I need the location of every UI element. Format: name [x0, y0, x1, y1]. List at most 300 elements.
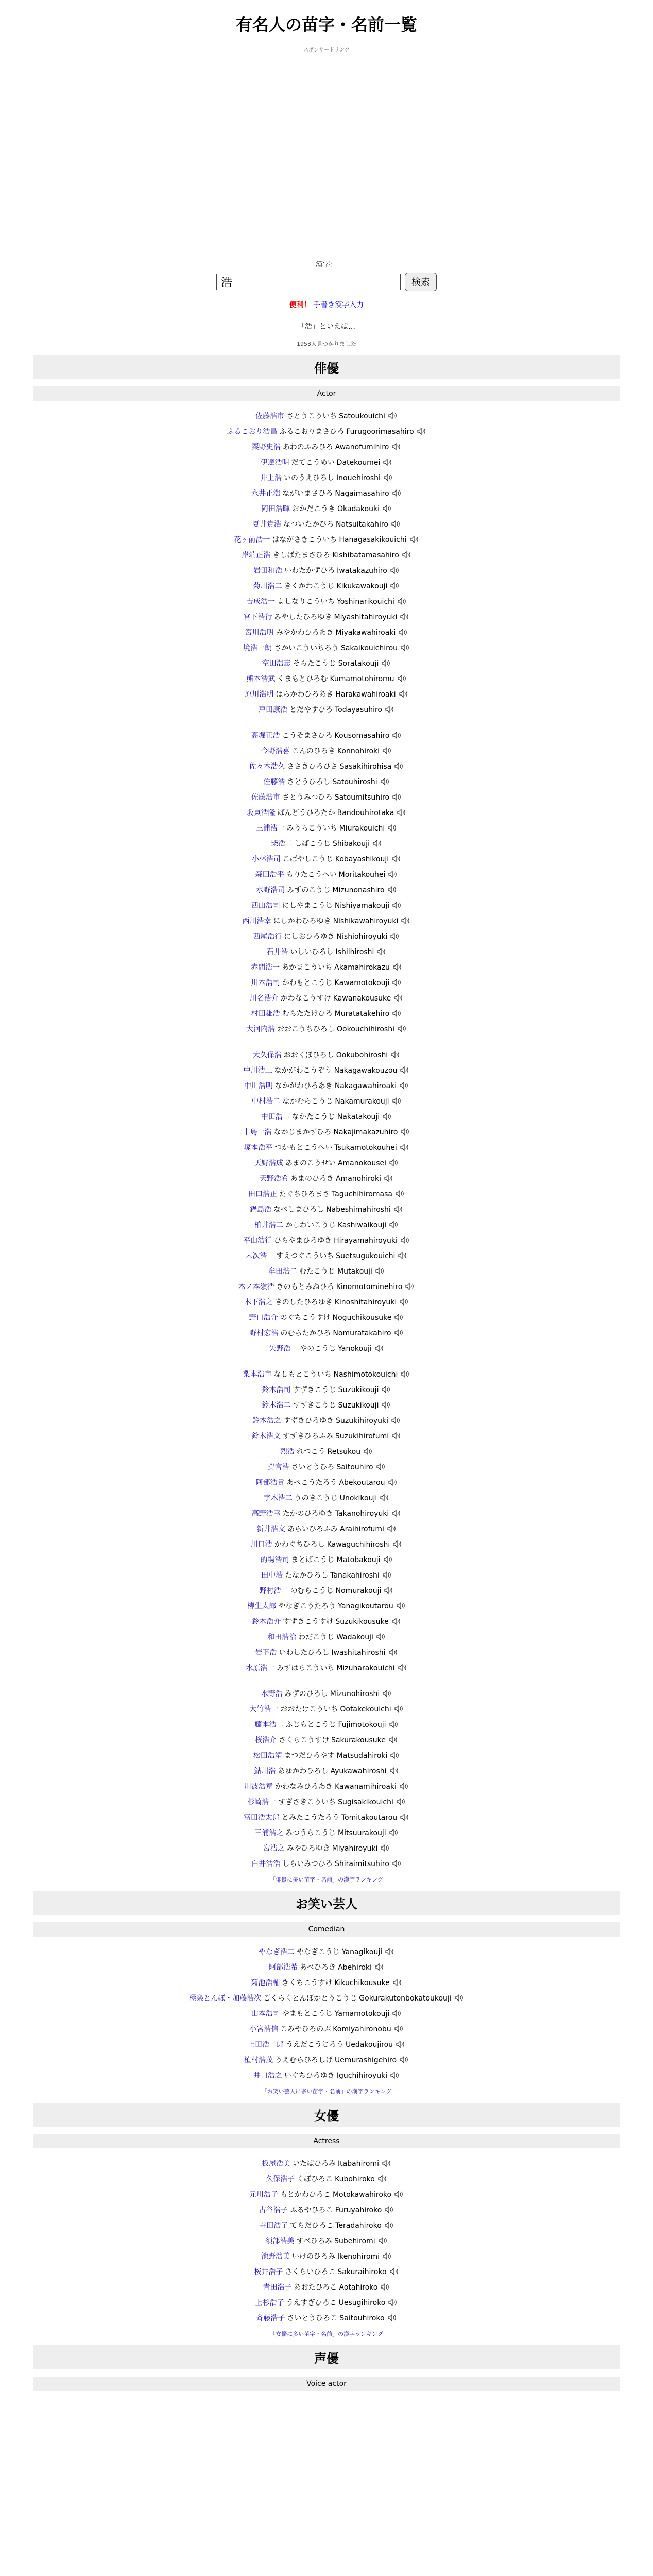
- speaker-icon[interactable]: [384, 1554, 393, 1568]
- speaker-icon[interactable]: [401, 642, 410, 656]
- person-name-link[interactable]: 池野浩美: [261, 2252, 290, 2261]
- person-name-link[interactable]: 粟野史浩: [251, 443, 281, 451]
- speaker-icon[interactable]: [392, 2008, 402, 2022]
- speaker-icon[interactable]: [392, 1008, 402, 1022]
- person-romaji: Yanokouji: [338, 1345, 372, 1353]
- person-name-link[interactable]: 野口浩介: [249, 1314, 278, 1322]
- speaker-icon[interactable]: [397, 807, 406, 821]
- person-reading: なかむらこうじ: [282, 1097, 333, 1106]
- person-name-link[interactable]: 宮下浩行: [243, 613, 272, 621]
- person-name-link[interactable]: 石井浩: [266, 948, 288, 956]
- speaker-icon[interactable]: [385, 2204, 394, 2218]
- person-name-link[interactable]: 三浦浩之: [254, 1829, 284, 1837]
- person-name-link[interactable]: 的場浩司: [260, 1556, 289, 1564]
- person-name-link[interactable]: 佐藤浩市: [251, 793, 280, 802]
- speaker-icon[interactable]: [392, 1430, 401, 1445]
- person-name-link[interactable]: 新井浩文: [256, 1525, 286, 1533]
- person-romaji: Amanokousei: [337, 1159, 387, 1167]
- kanji-search-input[interactable]: [216, 274, 401, 290]
- person-name-link[interactable]: 桜浩介: [255, 1736, 277, 1744]
- speaker-icon[interactable]: [389, 1719, 399, 1733]
- person-reading: なしもとこういち: [273, 1370, 332, 1379]
- person-name-link[interactable]: 鈴木浩之: [252, 1417, 281, 1425]
- handwriting-input-link[interactable]: 手書き漢字入力: [313, 301, 364, 309]
- person-name-link[interactable]: 中川浩三: [243, 1066, 272, 1075]
- speaker-icon[interactable]: [392, 1095, 402, 1110]
- person-name-link[interactable]: 高堀正浩: [251, 732, 280, 740]
- person-name-link[interactable]: 齋官浩: [267, 1463, 289, 1471]
- speaker-icon[interactable]: [393, 1977, 402, 1991]
- person-name-link[interactable]: 佐藤浩: [263, 778, 285, 786]
- person-name-link[interactable]: 宮川浩明: [245, 629, 274, 637]
- person-name-link[interactable]: 矢野浩二: [269, 1345, 298, 1353]
- speaker-icon[interactable]: [398, 673, 407, 687]
- ranking-link[interactable]: 「女優に多い苗字・名前」の漢字ランキング: [270, 2331, 383, 2337]
- person-reading: なついたかひろ: [283, 520, 334, 529]
- person-name-link[interactable]: 元川浩子: [249, 2191, 278, 2199]
- speaker-icon[interactable]: [383, 2250, 392, 2265]
- person-name-link[interactable]: 菊川浩二: [253, 582, 282, 590]
- person-entry: [0, 440, 653, 455]
- speaker-icon[interactable]: [410, 534, 419, 548]
- person-name-link[interactable]: 水野浩司: [256, 886, 285, 894]
- person-entry: [0, 486, 653, 502]
- speaker-icon[interactable]: [387, 1523, 397, 1537]
- person-name-link[interactable]: 菊池浩輔: [251, 1979, 280, 1987]
- person-romaji: Harakawahiroaki: [335, 690, 396, 699]
- speaker-icon[interactable]: [394, 1703, 404, 1718]
- person-entry: [0, 1945, 653, 1960]
- person-name-link[interactable]: 柴浩二: [271, 840, 293, 848]
- person-name-link[interactable]: 梨本浩市: [243, 1370, 272, 1379]
- person-name-link[interactable]: 末次浩一: [245, 1252, 274, 1260]
- person-entry: [0, 1506, 653, 1522]
- speaker-icon[interactable]: [388, 2297, 398, 2311]
- person-entry: [0, 2172, 653, 2188]
- speaker-icon[interactable]: [400, 2054, 409, 2069]
- person-name-link[interactable]: 鈴木浩文: [251, 1432, 281, 1440]
- person-name-link[interactable]: 川本浩司: [251, 979, 280, 987]
- person-romaji: Kashiwaikouji: [337, 1221, 387, 1229]
- speaker-icon[interactable]: [384, 1585, 393, 1599]
- speaker-icon[interactable]: [373, 838, 382, 852]
- person-name-link[interactable]: 大久保浩: [252, 1051, 282, 1059]
- person-name-link[interactable]: 岸端正浩: [242, 551, 271, 560]
- speaker-icon[interactable]: [392, 900, 402, 914]
- person-name-link[interactable]: 村田雄浩: [251, 1010, 280, 1018]
- speaker-icon[interactable]: [401, 915, 410, 929]
- person-name-link[interactable]: 杉崎浩一: [247, 1798, 277, 1806]
- person-romaji: Takanohiroyuki: [335, 1510, 389, 1518]
- group-spacer: [0, 1357, 653, 1367]
- person-name-link[interactable]: 高野浩幸: [251, 1510, 281, 1518]
- person-romaji: Amanohiroki: [335, 1175, 381, 1183]
- person-name-link[interactable]: 熊本浩武: [246, 675, 276, 683]
- speaker-icon[interactable]: [385, 1946, 394, 1960]
- person-name-link[interactable]: 平山浩行: [243, 1236, 272, 1245]
- person-entry: [0, 1991, 653, 2007]
- speaker-icon[interactable]: [389, 1734, 398, 1749]
- person-name-link[interactable]: 柳生太郎: [247, 1602, 277, 1611]
- speaker-icon[interactable]: [376, 1461, 386, 1476]
- person-name-link[interactable]: 古谷浩子: [259, 2206, 288, 2214]
- speaker-icon[interactable]: [388, 869, 398, 883]
- person-entry: [0, 1079, 653, 1094]
- person-name-link[interactable]: 植村浩茂: [244, 2056, 273, 2064]
- speaker-icon[interactable]: [394, 2023, 404, 2038]
- person-entry: [0, 1063, 653, 1079]
- speaker-icon[interactable]: [392, 791, 402, 806]
- speaker-icon[interactable]: [382, 1384, 391, 1398]
- person-name-link[interactable]: 田中浩: [261, 1571, 283, 1580]
- person-name-link[interactable]: 戸田康浩: [258, 706, 287, 714]
- speaker-icon[interactable]: [392, 730, 402, 744]
- person-romaji: Uedakoujirou: [345, 2041, 393, 2049]
- speaker-icon[interactable]: [375, 1265, 385, 1280]
- speaker-icon[interactable]: [391, 518, 401, 533]
- speaker-icon[interactable]: [394, 1327, 404, 1342]
- person-romaji: Fujimotokouji: [338, 1721, 386, 1729]
- speaker-icon[interactable]: [383, 745, 392, 759]
- person-romaji: Ookubohiroshi: [336, 1051, 388, 1059]
- person-reading: いわたかずひろ: [284, 567, 335, 575]
- person-entry: [0, 656, 653, 672]
- person-entry: [0, 1445, 653, 1460]
- speaker-icon[interactable]: [377, 946, 386, 960]
- person-reading: すずきこうすけ: [283, 1618, 334, 1626]
- person-entry: [0, 1264, 653, 1280]
- speaker-icon[interactable]: [392, 441, 401, 455]
- person-romaji: Gokurakutonbokatoukouji: [359, 1994, 452, 2003]
- person-romaji: Iguchihiroyuki: [336, 2072, 388, 2080]
- person-name-link[interactable]: 山本浩司: [251, 2010, 280, 2018]
- person-name-link[interactable]: 中田浩二: [261, 1113, 290, 1121]
- person-romaji: Matobakouji: [336, 1556, 381, 1564]
- speaker-icon[interactable]: [397, 1796, 406, 1810]
- person-name-link[interactable]: 森田浩平: [255, 871, 284, 879]
- person-reading: すえつぐこういち: [276, 1252, 334, 1260]
- person-name-link[interactable]: 牟田浩二: [268, 1267, 298, 1276]
- person-name-link[interactable]: 宇木浩二: [263, 1494, 293, 1502]
- person-entry: [0, 2203, 653, 2218]
- person-name-link[interactable]: 岡田浩暉: [261, 505, 290, 513]
- person-name-link[interactable]: 花ヶ前浩一: [234, 536, 270, 544]
- speaker-icon[interactable]: [398, 1023, 407, 1038]
- person-name-link[interactable]: 岩田和浩: [253, 567, 283, 575]
- person-romaji: Natsuitakahiro: [336, 520, 388, 529]
- person-name-link[interactable]: 烈浩: [280, 1448, 295, 1456]
- person-entry: [0, 1141, 653, 1156]
- person-name-link[interactable]: 天野浩成: [254, 1159, 283, 1167]
- speaker-icon[interactable]: [381, 776, 390, 790]
- person-name-link[interactable]: 木ノ本嶺浩: [238, 1283, 274, 1291]
- person-entry: [0, 2249, 653, 2265]
- speaker-icon[interactable]: [394, 992, 403, 1007]
- speaker-icon[interactable]: [400, 611, 409, 625]
- speaker-icon[interactable]: [388, 822, 397, 837]
- speaker-icon[interactable]: [389, 1157, 399, 1172]
- person-name-link[interactable]: 柏井浩二: [254, 1221, 283, 1229]
- speaker-icon[interactable]: [389, 1827, 399, 1841]
- speaker-icon[interactable]: [375, 1961, 384, 1976]
- person-romaji: Iwatakazuhiro: [337, 567, 387, 575]
- person-name-link[interactable]: 塚本浩平: [244, 1144, 273, 1152]
- person-name-link[interactable]: 野村浩二: [259, 1587, 288, 1595]
- speaker-icon[interactable]: [394, 1312, 404, 1326]
- person-reading: あゆかわひろし: [278, 1767, 329, 1775]
- ranking-link[interactable]: 「俳優に多い苗字・名前」の漢字ランキング: [270, 1876, 383, 1883]
- person-name-link[interactable]: 須部浩美: [265, 2237, 295, 2245]
- people-list: [0, 2157, 653, 2327]
- speaker-icon[interactable]: [388, 1477, 398, 1491]
- person-name-link[interactable]: 田口浩正: [248, 1190, 278, 1198]
- speaker-icon[interactable]: [375, 1343, 384, 1357]
- person-reading: はらかわひろあき: [276, 690, 334, 699]
- speaker-icon[interactable]: [400, 1142, 409, 1156]
- person-name-link[interactable]: 坂東浩隆: [246, 809, 276, 817]
- speaker-icon[interactable]: [398, 1250, 407, 1264]
- person-name-link[interactable]: 藤本浩二: [254, 1721, 284, 1729]
- speaker-icon[interactable]: [382, 657, 391, 672]
- speaker-icon[interactable]: [396, 1188, 405, 1202]
- person-name-link[interactable]: 鍋島浩: [250, 1206, 272, 1214]
- person-name-link[interactable]: 水野浩: [261, 1690, 283, 1698]
- person-entry: [0, 1295, 653, 1311]
- person-entry: [0, 1491, 653, 1506]
- person-name-link[interactable]: 木下浩之: [244, 1298, 273, 1307]
- person-name-link[interactable]: 板屋浩美: [262, 2160, 291, 2168]
- speaker-icon[interactable]: [384, 472, 393, 486]
- person-name-link[interactable]: 野村宏浩: [249, 1329, 279, 1337]
- person-name-link[interactable]: 川波浩章: [244, 1783, 273, 1791]
- person-name-link[interactable]: 西尾浩行: [253, 933, 282, 941]
- person-name-link[interactable]: 小林浩司: [251, 855, 281, 863]
- person-name-link[interactable]: 永井正浩: [251, 489, 281, 498]
- person-name-link[interactable]: 青田浩子: [263, 2283, 292, 2292]
- speaker-icon[interactable]: [402, 549, 411, 564]
- speaker-icon[interactable]: [400, 1296, 409, 1311]
- person-name-link[interactable]: 天野浩希: [259, 1175, 288, 1183]
- speaker-icon[interactable]: [390, 1765, 399, 1780]
- person-reading: みずのひろし: [284, 1690, 328, 1698]
- speaker-icon[interactable]: [378, 2173, 387, 2188]
- person-name-link[interactable]: 白井浩浩: [251, 1860, 281, 1868]
- person-name-link[interactable]: 水原浩一: [246, 1664, 275, 1672]
- speaker-icon[interactable]: [390, 930, 400, 945]
- person-name-link[interactable]: 佐々木浩久: [249, 762, 285, 771]
- person-entry: [0, 991, 653, 1007]
- person-name-link[interactable]: 鮎川浩: [254, 1767, 276, 1775]
- speaker-icon[interactable]: [396, 2039, 405, 2053]
- person-name-link[interactable]: 夏井貴浩: [252, 520, 282, 529]
- person-romaji: Nishiyamakouji: [334, 902, 390, 910]
- person-name-link[interactable]: 上杉浩子: [255, 2299, 284, 2307]
- person-name-link[interactable]: 西川浩幸: [242, 917, 271, 925]
- person-name-link[interactable]: 上田浩二郎: [247, 2041, 284, 2049]
- person-name-link[interactable]: 吉成浩一: [246, 598, 276, 606]
- speaker-icon[interactable]: [399, 626, 408, 641]
- person-name-link[interactable]: 久保浩子: [266, 2175, 295, 2183]
- person-name-link[interactable]: 赤間浩一: [251, 963, 280, 972]
- person-name-link[interactable]: 冨田浩太郎: [243, 1814, 280, 1822]
- person-reading: にしやまこうじ: [282, 902, 333, 910]
- person-entry: [0, 517, 653, 533]
- person-name-link[interactable]: 寺田浩子: [259, 2222, 288, 2230]
- person-name-link[interactable]: 境浩一朗: [243, 644, 272, 652]
- person-romaji: Ookouchihiroshi: [337, 1025, 394, 1033]
- speaker-icon[interactable]: [393, 1538, 402, 1553]
- speaker-icon[interactable]: [379, 2235, 388, 2249]
- person-name-link[interactable]: やなぎ浩二: [258, 1948, 295, 1956]
- speaker-icon[interactable]: [398, 596, 407, 610]
- speaker-icon[interactable]: [401, 1368, 410, 1383]
- speaker-icon[interactable]: [400, 1080, 409, 1094]
- speaker-icon[interactable]: [392, 853, 401, 868]
- person-name-link[interactable]: 和田浩治: [267, 1633, 297, 1641]
- section-1: [0, 1891, 653, 2095]
- speaker-icon[interactable]: [383, 1688, 392, 1702]
- speaker-icon[interactable]: [401, 1126, 410, 1141]
- person-name-link[interactable]: 鈴木浩介: [252, 1618, 281, 1626]
- person-entry: [0, 1172, 653, 1187]
- speaker-icon[interactable]: [390, 565, 400, 579]
- person-name-link[interactable]: 井上浩: [260, 474, 282, 482]
- person-name-link[interactable]: 桜井浩子: [254, 2268, 283, 2276]
- speaker-icon[interactable]: [384, 1173, 393, 1187]
- person-name-link[interactable]: 今野浩喜: [261, 747, 290, 755]
- person-romaji: Kubohiroko: [335, 2175, 375, 2183]
- speaker-icon[interactable]: [385, 704, 394, 718]
- speaker-icon[interactable]: [390, 580, 400, 595]
- person-name-link[interactable]: 岩下浩: [255, 1649, 277, 1657]
- person-entry: [0, 455, 653, 471]
- person-entry: [0, 929, 653, 945]
- speaker-icon[interactable]: [405, 1281, 415, 1295]
- speaker-icon[interactable]: [390, 2266, 399, 2280]
- person-name-link[interactable]: 川口浩: [250, 1540, 272, 1549]
- speaker-icon[interactable]: [383, 456, 392, 471]
- person-name-link[interactable]: 阿部浩希: [269, 1963, 298, 1972]
- person-name-link[interactable]: 鈴木浩二: [262, 1401, 291, 1410]
- person-reading: あべこうたろう: [286, 1479, 337, 1487]
- person-name-link[interactable]: 川名浩介: [249, 994, 279, 1003]
- person-entry: [0, 1094, 653, 1110]
- person-name-link[interactable]: 大竹浩一: [249, 1705, 279, 1714]
- speaker-icon[interactable]: [392, 487, 402, 502]
- speaker-icon[interactable]: [399, 688, 408, 703]
- speaker-icon[interactable]: [398, 1662, 407, 1676]
- speaker-icon[interactable]: [382, 2158, 391, 2172]
- search-button[interactable]: 検索: [405, 273, 437, 291]
- person-name-link[interactable]: 中島一浩: [243, 1128, 272, 1137]
- person-entry: [0, 2053, 653, 2069]
- speaker-icon[interactable]: [392, 1858, 402, 1872]
- speaker-icon[interactable]: [390, 1750, 400, 1764]
- speaker-icon[interactable]: [388, 410, 398, 425]
- person-reading: にしかわひろゆき: [273, 917, 331, 925]
- person-name-link[interactable]: 中川浩明: [244, 1082, 273, 1090]
- speaker-icon[interactable]: [391, 1415, 401, 1429]
- person-name-link[interactable]: 三浦浩一: [255, 824, 285, 833]
- person-romaji: Ayukawahiroshi: [330, 1767, 387, 1775]
- speaker-icon[interactable]: [381, 2281, 390, 2296]
- person-name-link[interactable]: 大河内浩: [246, 1025, 276, 1033]
- person-name-link[interactable]: 佐藤浩市: [255, 412, 285, 420]
- speaker-icon[interactable]: [400, 1811, 409, 1826]
- speaker-icon[interactable]: [376, 1631, 386, 1646]
- speaker-icon[interactable]: [381, 1842, 390, 1857]
- speaker-icon[interactable]: [389, 1647, 398, 1661]
- speaker-icon[interactable]: [400, 1064, 409, 1079]
- speaker-icon[interactable]: [380, 1492, 389, 1506]
- speaker-icon[interactable]: [397, 1600, 406, 1615]
- speaker-icon[interactable]: [394, 760, 404, 775]
- speaker-icon[interactable]: [392, 977, 402, 991]
- person-name-link[interactable]: 宮浩之: [263, 1844, 285, 1853]
- person-romaji: Hirayamahiroyuki: [334, 1236, 398, 1245]
- speaker-icon[interactable]: [383, 1569, 392, 1584]
- person-entry: [0, 1460, 653, 1476]
- person-name-link[interactable]: 西山浩司: [251, 902, 280, 910]
- speaker-icon[interactable]: [383, 1111, 392, 1125]
- speaker-icon[interactable]: [392, 1616, 401, 1630]
- speaker-icon[interactable]: [389, 1219, 399, 1233]
- person-reading: なかじまかずひろ: [273, 1128, 332, 1137]
- speaker-icon[interactable]: [391, 1049, 400, 1063]
- person-reading: みずはらこういち: [277, 1664, 335, 1672]
- person-reading: すずきひろふみ: [282, 1432, 334, 1440]
- person-name-link[interactable]: 斉藤浩子: [256, 2314, 285, 2323]
- speaker-icon[interactable]: [393, 961, 402, 976]
- speaker-icon[interactable]: [455, 1992, 464, 2007]
- person-name-link[interactable]: 松田浩靖: [253, 1752, 282, 1760]
- speaker-icon[interactable]: [394, 2189, 404, 2203]
- person-name-link[interactable]: 井口浩之: [253, 2072, 282, 2080]
- speaker-icon[interactable]: [388, 2312, 397, 2327]
- speaker-icon[interactable]: [400, 1781, 409, 1795]
- person-romaji: Nomuratakahiro: [333, 1329, 391, 1337]
- speaker-icon[interactable]: [401, 1234, 410, 1249]
- speaker-icon[interactable]: [364, 1446, 373, 1460]
- person-name-link[interactable]: 空田浩志: [262, 659, 291, 668]
- person-name-link[interactable]: 鈴木浩司: [262, 1386, 291, 1394]
- speaker-icon[interactable]: [392, 1507, 401, 1522]
- person-name-link[interactable]: 極楽とんぼ・加藤浩次: [189, 1994, 262, 2003]
- speaker-icon[interactable]: [390, 2070, 400, 2084]
- person-reading: いしいひろし: [290, 948, 334, 956]
- person-reading: いたばひろみ: [293, 2160, 336, 2168]
- person-name-link[interactable]: 中村浩二: [251, 1097, 281, 1106]
- person-name-link[interactable]: 伊達浩明: [260, 459, 289, 467]
- speaker-icon[interactable]: [383, 503, 392, 517]
- speaker-icon[interactable]: [385, 2219, 394, 2234]
- speaker-icon[interactable]: [417, 426, 426, 440]
- person-name-link[interactable]: 小宮浩信: [249, 2025, 279, 2033]
- person-name-link[interactable]: 原川浩明: [245, 690, 274, 699]
- person-entry: [0, 2311, 653, 2327]
- person-name-link[interactable]: ふるこおり浩昌: [227, 428, 278, 436]
- person-romaji: Kawanakousuke: [333, 994, 391, 1003]
- person-reading: あべひろき: [300, 1963, 336, 1972]
- speaker-icon[interactable]: [388, 884, 397, 899]
- person-name-link[interactable]: 阿部浩貴: [255, 1479, 285, 1487]
- speaker-icon[interactable]: [382, 1399, 391, 1414]
- person-reading: なかがわこうぞう: [274, 1066, 332, 1075]
- ranking-link[interactable]: 「お笑い芸人に多い苗字・名前」の漢字ランキング: [261, 2088, 392, 2095]
- person-romaji: Muratatakehiro: [334, 1010, 390, 1018]
- person-romaji: Retsukou: [327, 1448, 361, 1456]
- speaker-icon[interactable]: [394, 1204, 403, 1218]
